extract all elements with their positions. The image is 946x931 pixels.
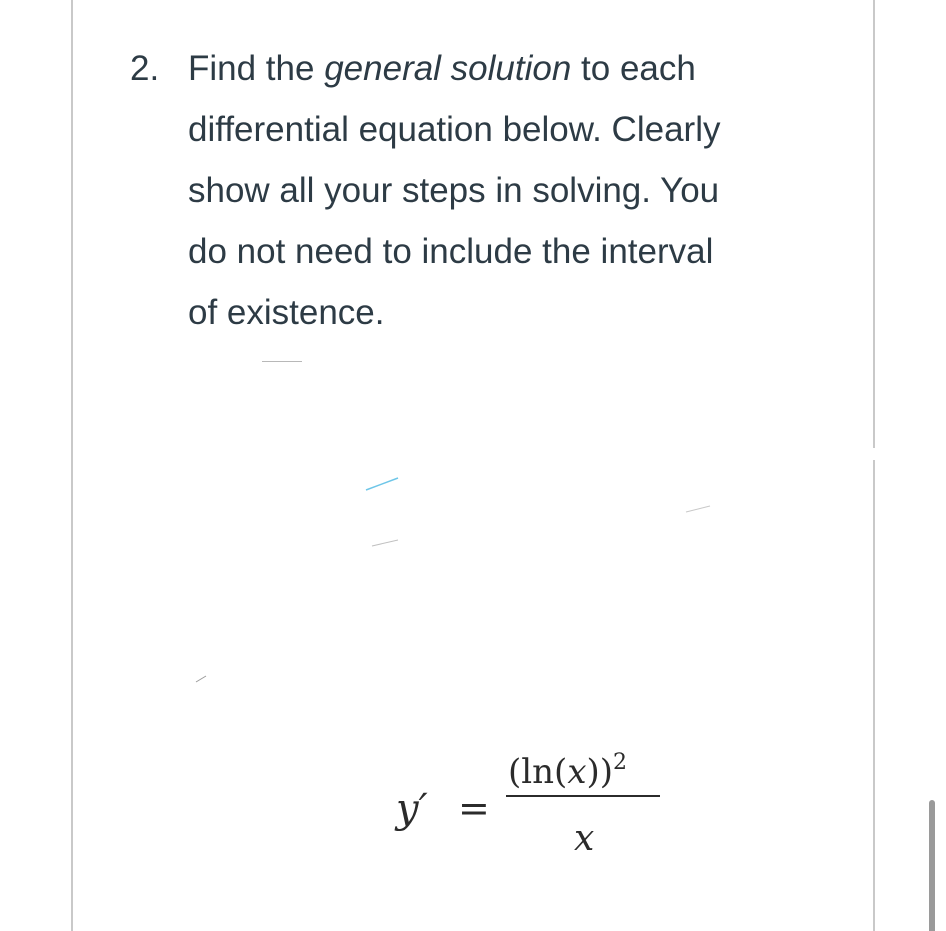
content-border-right-lower [873,460,875,931]
fraction-numerator [508,750,627,792]
equals-sign: = [458,786,490,830]
question-line-4: do not need to include the interval [188,232,714,271]
question-text [130,38,830,343]
question-line-2: differential equation below. Clearly [188,110,721,149]
question-text-end: to each [571,49,696,88]
question-line-1 [130,38,830,99]
fraction-bar [506,795,660,797]
question-line-3: show all your steps in solving. You [188,171,720,210]
numerator-exponent: 2 [613,750,628,775]
numerator-function: (ln( [508,752,568,792]
content-border-left [71,0,73,931]
scrollbar-thumb[interactable] [929,800,935,931]
fraction-denominator: x [574,818,595,859]
equation-lhs: y′ [396,786,428,832]
question-line-5: of existence. [188,293,385,332]
numerator-variable: x [567,752,587,792]
content-border-right [873,0,875,448]
scan-artifact [262,361,302,362]
question-text-start: Find the [188,49,325,88]
question-number: 2. [130,49,160,88]
numerator-close: )) [586,752,614,792]
question-emphasis: general solution [324,49,572,88]
